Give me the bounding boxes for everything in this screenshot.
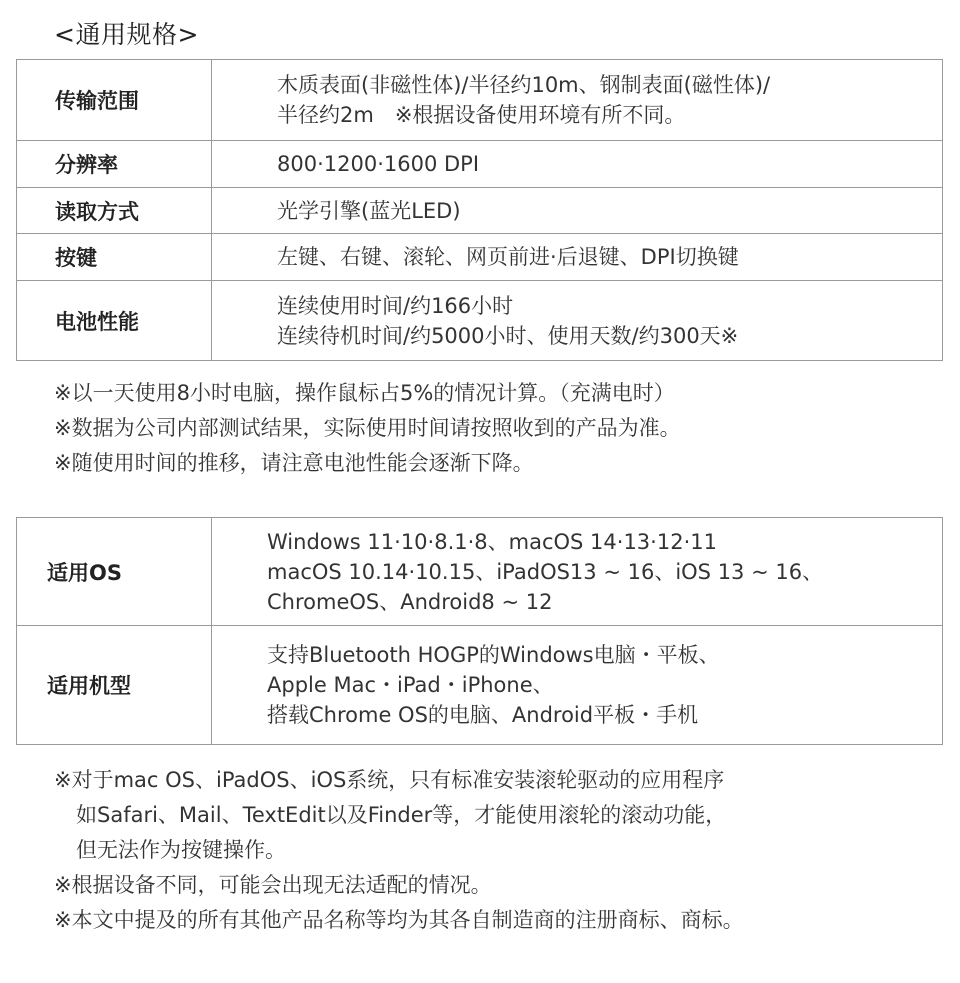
row-value bbox=[212, 518, 943, 626]
value-line: 光学引擎(蓝光LED) bbox=[277, 198, 461, 223]
note-line: ※以一天使用8小时电脑，操作鼠标占5%的情况计算。（充满电时） bbox=[54, 381, 675, 405]
row-label: 适用OS bbox=[17, 518, 212, 626]
value-line: ChromeOS、Android8 ~ 12 bbox=[267, 589, 553, 614]
spec-table-compatibility bbox=[16, 517, 943, 745]
value-line: 支持Bluetooth HOGP的Windows电脑・平板、 bbox=[267, 643, 720, 667]
value-line: 左键、右键、滚轮、网页前进·后退键、DPI切换键 bbox=[277, 245, 739, 269]
table-row-transmission-range bbox=[17, 60, 943, 141]
table-row-battery bbox=[17, 281, 943, 361]
battery-notes bbox=[54, 376, 681, 481]
value-line: 木质表面(非磁性体)/半径约10m、钢制表面(磁性体)/ bbox=[277, 73, 771, 97]
note-line: 如Safari、Mail、TextEdit以及Finder等，才能使用滚轮的滚动功能， bbox=[76, 803, 727, 827]
section-title: <通用规格> bbox=[54, 20, 199, 49]
row-label: 适用机型 bbox=[17, 626, 212, 745]
table-row-reading-method bbox=[17, 188, 943, 234]
value-line: 半径约2m ※根据设备使用环境有所不同。 bbox=[277, 103, 686, 127]
row-label: 分辨率 bbox=[17, 141, 212, 188]
table-row-compatible-os bbox=[17, 518, 943, 626]
row-value bbox=[212, 141, 943, 188]
note-line: ※随使用时间的推移，请注意电池性能会逐渐下降。 bbox=[54, 451, 534, 475]
value-line: 连续待机时间/约5000小时、使用天数/约300天※ bbox=[277, 323, 739, 348]
row-label: 传输范围 bbox=[17, 60, 212, 141]
value-line: Windows 11·10·8.1·8、macOS 14·13·12·11 bbox=[267, 529, 717, 554]
table-row-compatible-models bbox=[17, 626, 943, 745]
row-label: 读取方式 bbox=[17, 188, 212, 234]
row-value bbox=[212, 234, 943, 281]
note-line: 但无法作为按键操作。 bbox=[76, 838, 286, 862]
row-value bbox=[212, 188, 943, 234]
value-line: 连续使用时间/约166小时 bbox=[277, 293, 514, 318]
table-row-resolution bbox=[17, 141, 943, 188]
spec-table-general bbox=[16, 59, 943, 361]
row-value bbox=[212, 281, 943, 361]
value-line: 搭载Chrome OS的电脑、Android平板・手机 bbox=[267, 703, 699, 727]
row-value bbox=[212, 626, 943, 745]
value-line: 800·1200·1600 DPI bbox=[277, 152, 480, 176]
row-label: 电池性能 bbox=[17, 281, 212, 361]
compatibility-notes bbox=[54, 763, 744, 938]
note-line: ※数据为公司内部测试结果，实际使用时间请按照收到的产品为准。 bbox=[54, 416, 681, 440]
row-label: 按键 bbox=[17, 234, 212, 281]
note-line: ※对于mac OS、iPadOS、iOS系统，只有标准安装滚轮驱动的应用程序 bbox=[54, 768, 725, 792]
note-line: ※本文中提及的所有其他产品名称等均为其各自制造商的注册商标、商标。 bbox=[54, 908, 744, 932]
value-line: macOS 10.14·10.15、iPadOS13 ~ 16、iOS 13 ~ 16、 bbox=[267, 559, 824, 584]
table-row-buttons bbox=[17, 234, 943, 281]
note-line: ※根据设备不同，可能会出现无法适配的情况。 bbox=[54, 873, 492, 897]
value-line: Apple Mac・iPad・iPhone、 bbox=[267, 673, 554, 697]
row-value bbox=[212, 60, 943, 141]
